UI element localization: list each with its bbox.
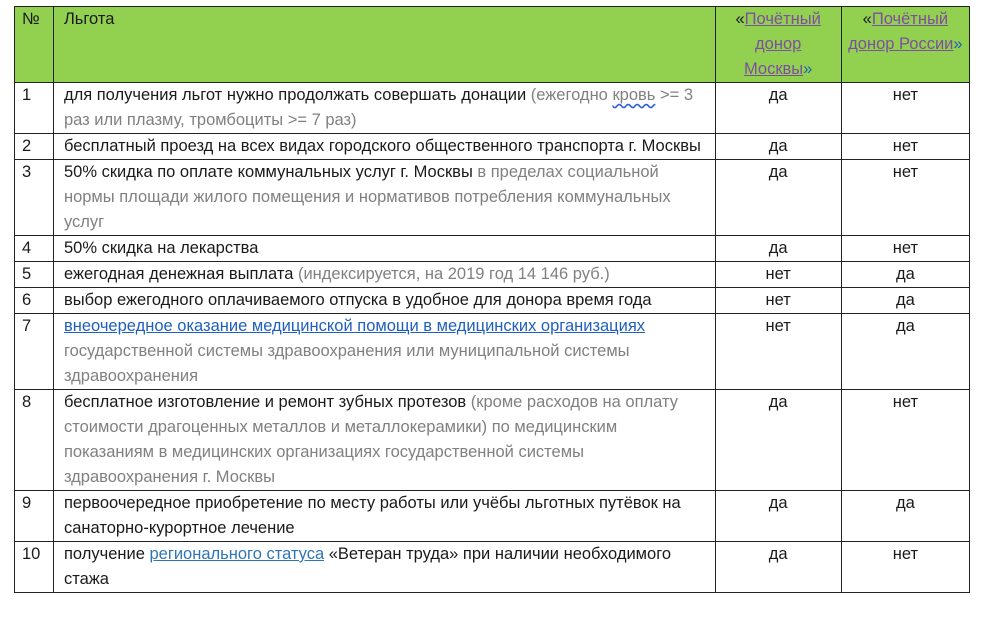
moscow-value: нет — [715, 314, 841, 390]
russia-value: да — [841, 491, 969, 542]
benefit-text: бесплатное изготовление и ремонт зубных протезов — [63, 393, 471, 411]
header-moscow-link[interactable]: Почётный донор Москвы — [743, 10, 821, 78]
row-benefit — [53, 262, 715, 288]
benefit-note-spellcheck: кровь — [612, 86, 656, 104]
row-benefit — [53, 160, 715, 236]
row-benefit — [53, 288, 715, 314]
table-row — [15, 390, 970, 491]
moscow-value: да — [715, 160, 841, 236]
benefit-note: государственной системы здравоохранения или муниципальной системы здравоохранения — [63, 342, 630, 385]
russia-value: нет — [841, 236, 969, 262]
benefit-link[interactable]: внеочередное оказание медицинской помощи в медицинских организациях — [63, 317, 646, 335]
table-header-row — [15, 7, 970, 83]
russia-value: да — [841, 314, 969, 390]
benefit-note: >= 3 раз или плазму, тромбоциты >= 7 раз) — [63, 86, 693, 129]
row-num: 4 — [15, 236, 54, 262]
table-row — [15, 288, 970, 314]
header-russia-link[interactable]: Почётный донор России — [848, 10, 954, 53]
russia-value: нет — [841, 542, 969, 593]
row-benefit — [53, 542, 715, 593]
header-num: № — [15, 7, 54, 83]
row-num: 3 — [15, 160, 54, 236]
benefit-note: (кроме расходов на оплату стоимости драгоценных металлов и металлокерамики) по медицинским показаниям в медицинских организациях государственной системы здравоохранения г. Москвы — [63, 393, 678, 486]
benefit-text: 50% скидка по оплате коммунальных услуг г. Москвы — [63, 163, 478, 181]
row-benefit — [53, 236, 715, 262]
russia-value: нет — [841, 390, 969, 491]
benefit-text: 50% скидка на лекарства — [63, 239, 259, 257]
benefit-text: бесплатный проезд на всех видах городского общественного транспорта г. Москвы — [63, 137, 701, 155]
row-num: 8 — [15, 390, 54, 491]
table-row — [15, 160, 970, 236]
table-row — [15, 236, 970, 262]
row-num: 10 — [15, 542, 54, 593]
benefit-text: выбор ежегодного оплачиваемого отпуска в удобное для донора время года — [63, 291, 652, 309]
table-row — [15, 83, 970, 134]
row-num: 1 — [15, 83, 54, 134]
moscow-value: да — [715, 236, 841, 262]
benefit-text: получение — [63, 545, 150, 563]
header-benefit: Льгота — [53, 7, 715, 83]
russia-value: да — [841, 288, 969, 314]
table-row — [15, 542, 970, 593]
moscow-value: нет — [715, 262, 841, 288]
benefit-note: в пределах социальной нормы площади жилого помещения и нормативов потребления коммунальных услуг — [63, 163, 671, 231]
row-num: 2 — [15, 134, 54, 160]
table-row — [15, 491, 970, 542]
header-moscow-open-quote: « — [735, 10, 745, 28]
benefit-text: для получения льгот нужно продолжать совершать донации — [63, 86, 531, 104]
row-num: 9 — [15, 491, 54, 542]
table-row — [15, 134, 970, 160]
moscow-value: нет — [715, 288, 841, 314]
benefit-note: (индексируется, на 2019 год 14 146 руб.) — [297, 265, 610, 283]
benefit-link[interactable]: регионального статуса — [149, 545, 325, 563]
row-benefit — [53, 390, 715, 491]
row-num: 7 — [15, 314, 54, 390]
benefit-text: «Ветеран труда» при наличии необходимого стажа — [63, 545, 672, 588]
row-num: 6 — [15, 288, 54, 314]
benefit-note: (ежегодно — [530, 86, 613, 104]
benefit-text: первоочередное приобретение по месту работы или учёбы льготных путёвок на санаторно-курортное лечение — [63, 494, 681, 537]
header-russia-donor — [841, 7, 969, 83]
russia-value: нет — [841, 83, 969, 134]
row-benefit — [53, 314, 715, 390]
table-row — [15, 314, 970, 390]
row-benefit — [53, 491, 715, 542]
moscow-value: да — [715, 542, 841, 593]
russia-value: да — [841, 262, 969, 288]
russia-value: нет — [841, 134, 969, 160]
header-moscow-donor — [715, 7, 841, 83]
header-moscow-close-quote: » — [803, 60, 813, 78]
russia-value: нет — [841, 160, 969, 236]
header-russia-close-quote: » — [953, 35, 963, 53]
header-russia-open-quote: « — [862, 10, 872, 28]
table-row — [15, 262, 970, 288]
benefit-text: ежегодная денежная выплата — [63, 265, 298, 283]
row-benefit — [53, 83, 715, 134]
benefits-table — [14, 6, 970, 593]
moscow-value: да — [715, 83, 841, 134]
moscow-value: да — [715, 134, 841, 160]
row-num: 5 — [15, 262, 54, 288]
moscow-value: да — [715, 491, 841, 542]
moscow-value: да — [715, 390, 841, 491]
row-benefit — [53, 134, 715, 160]
